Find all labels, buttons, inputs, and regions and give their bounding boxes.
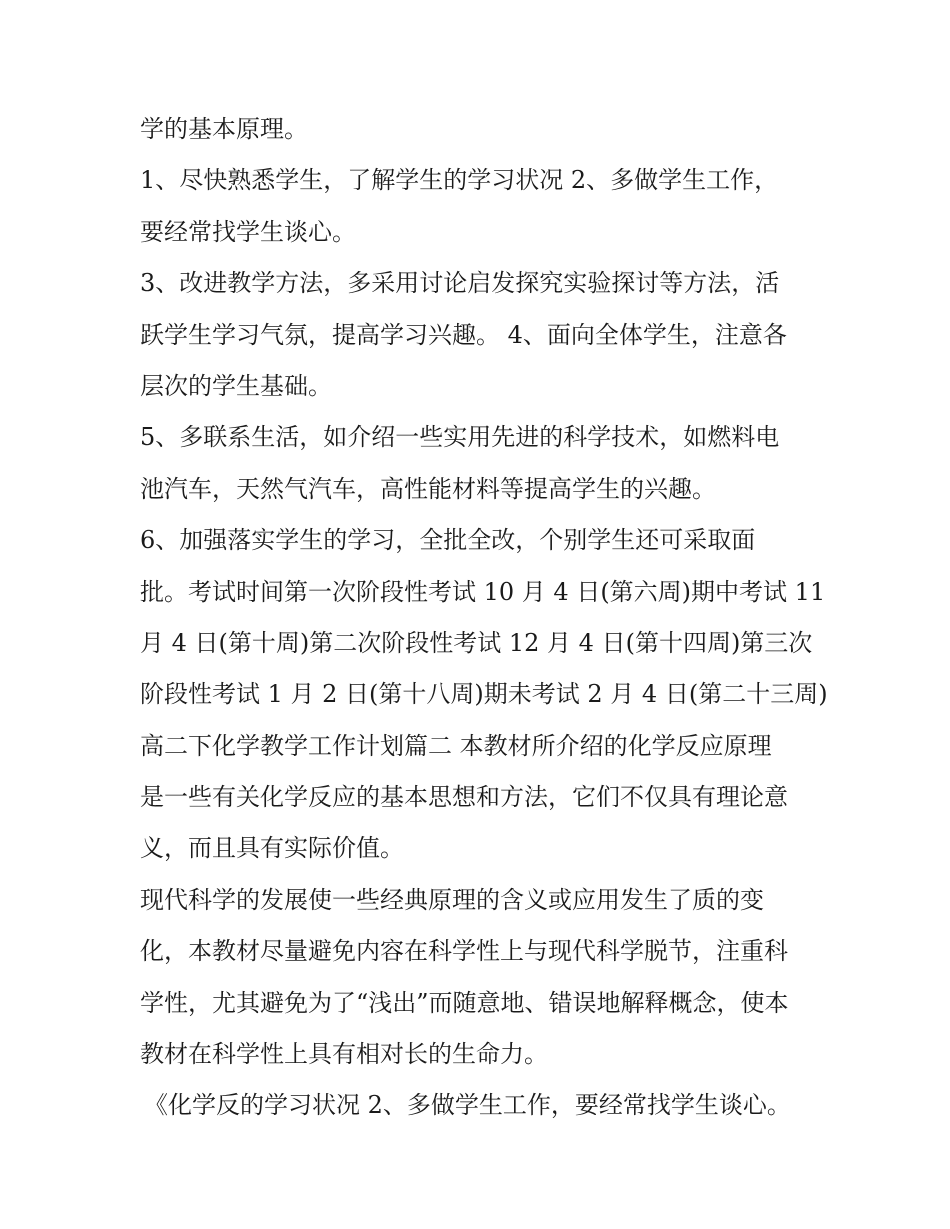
text-line: 义，而且具有实际价值。: [140, 834, 404, 863]
text-line: 1、尽快熟悉学生，了解学生的学习状况 2、多做学生工作，: [140, 166, 779, 195]
text-line: 阶段性考试 1 月 2 日(第十八周)期未考试 2 月 4 日(第二十三周): [140, 680, 828, 709]
text-line: 化，本教材尽量避免内容在科学性上与现代科学脱节，注重科: [140, 937, 788, 966]
text-line: 学性，尤其避免为了“浅出”而随意地、错误地解释概念，使本: [140, 988, 789, 1017]
text-line: 高二下化学教学工作计划篇二 本教材所介绍的化学反应原理: [140, 731, 772, 760]
text-line: 5、多联系生活，如介绍一些实用先进的科学技术，如燃料电: [140, 423, 780, 452]
text-line: 学的基本原理。: [140, 115, 308, 143]
text-line: 《化学反的学习状况 2、多做学生工作，要经常找学生谈心。: [144, 1091, 791, 1120]
text-line: 3、改进教学方法，多采用讨论启发探究实验探讨等方法，活: [140, 269, 780, 298]
text-line: 层次的学生基础。: [140, 371, 332, 400]
text-line: 6、加强落实学生的学习，全批全改，个别学生还可采取面: [140, 526, 756, 555]
text-line: 批。考试时间第一次阶段性考试 10 月 4 日(第六周)期中考试 11: [140, 577, 826, 606]
text-line: 教材在科学性上具有相对长的生命力。: [140, 1040, 548, 1069]
text-line: 跃学生学习气氛，提高学习兴趣。 4、面向全体学生，注意各: [140, 320, 787, 349]
text-line: 现代科学的发展使一些经典原理的含义或应用发生了质的变: [140, 885, 764, 914]
text-line: 池汽车，天然气汽车，高性能材料等提高学生的兴趣。: [140, 474, 716, 503]
text-line: 要经常找学生谈心。: [140, 217, 356, 246]
text-line: 月 4 日(第十周)第二次阶段性考试 12 月 4 日(第十四周)第三次: [140, 628, 813, 657]
document-body: [140, 104, 828, 1132]
text-line: 是一些有关化学反应的基本思想和方法，它们不仅具有理论意: [140, 783, 788, 812]
